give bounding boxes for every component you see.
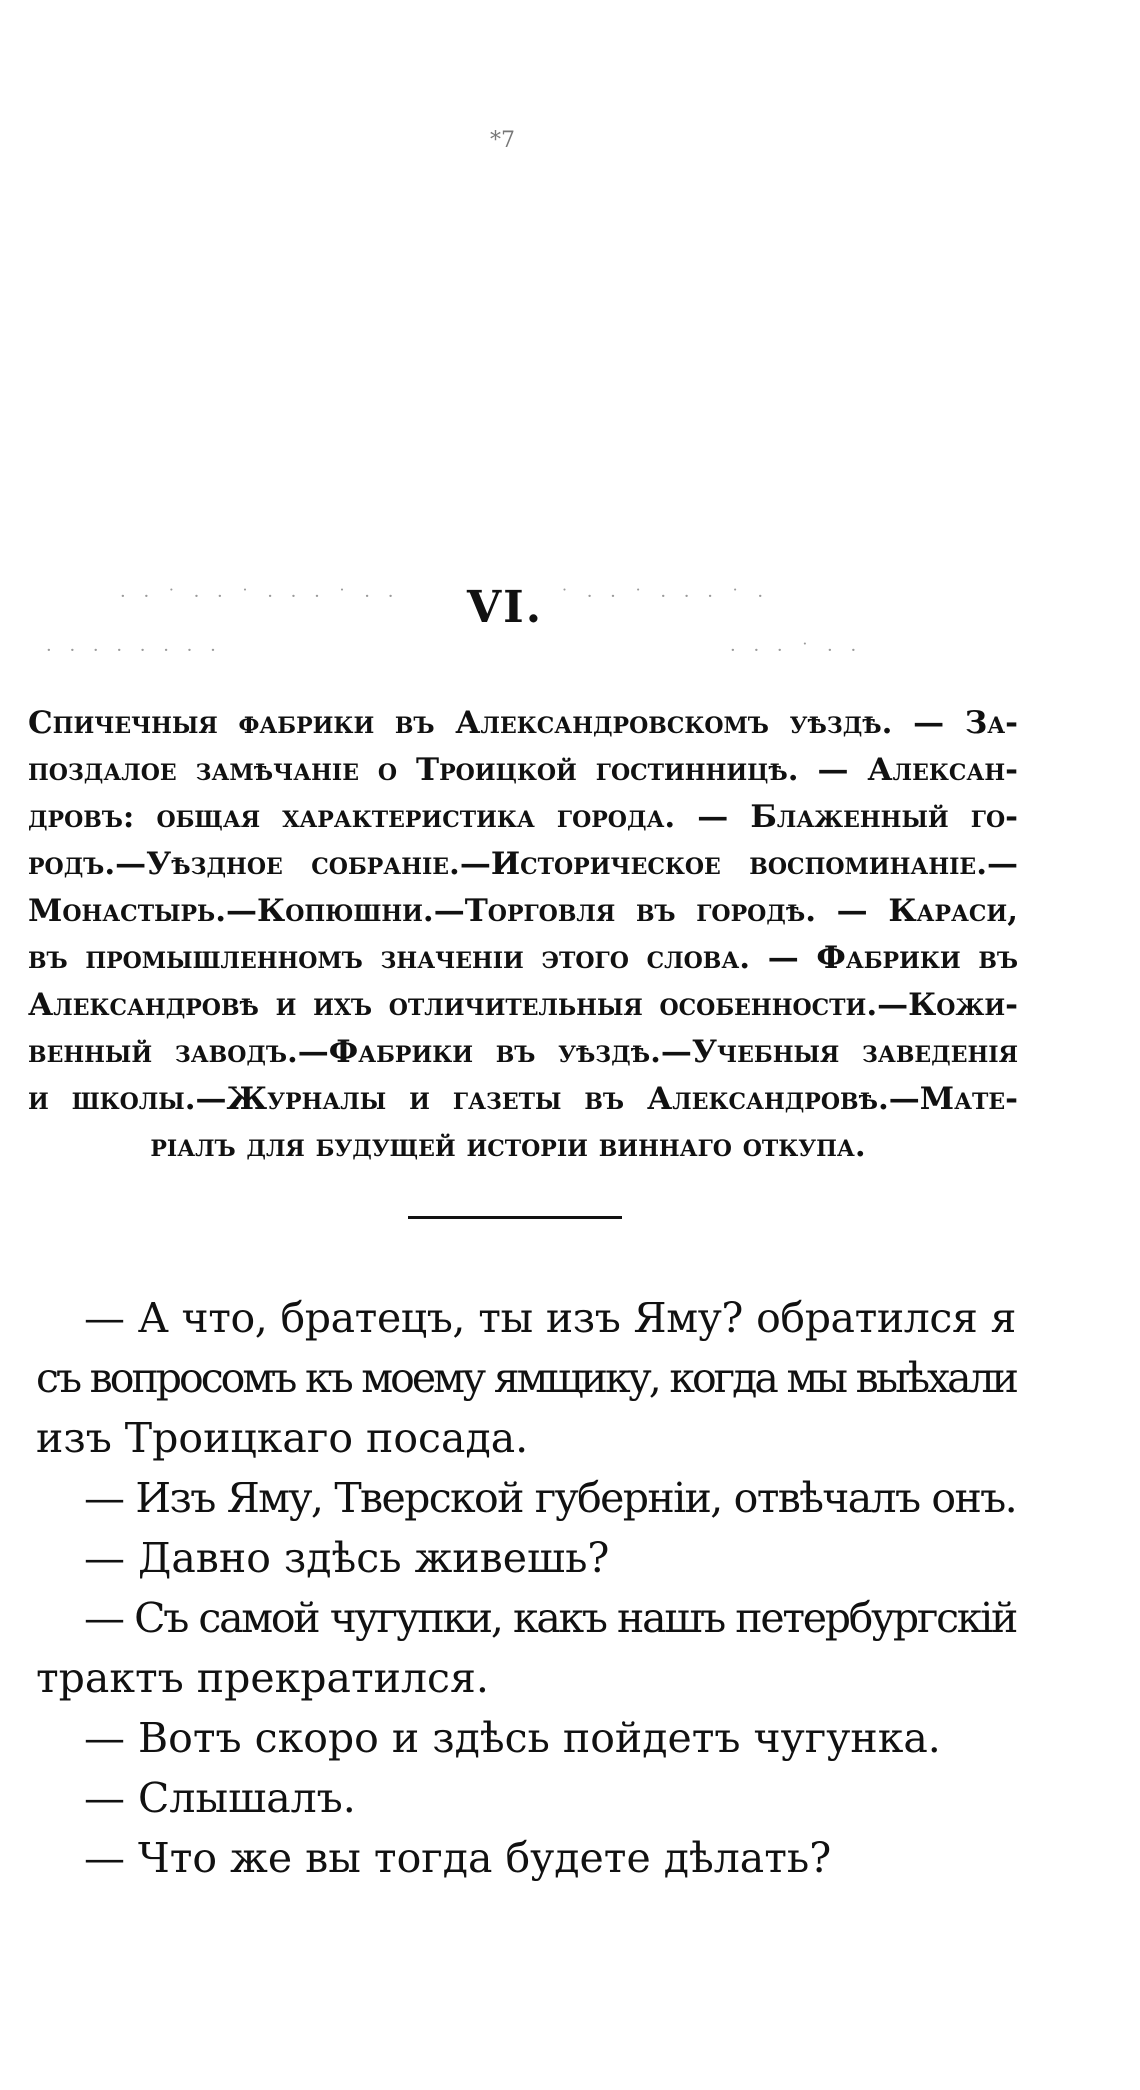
chapter-summary [28, 700, 1018, 1170]
summary-line: Монастырь.—Копюшни.—Торговля въ городѣ. — Караси, [28, 893, 1018, 929]
section-divider [408, 1216, 622, 1219]
bleed-through-noise: · · · ˙ · · [730, 640, 863, 661]
bleed-through-noise: ˙ · · ˙ · · · ˙ · [560, 586, 770, 607]
text-line: — Давно здѣсь живешь? [84, 1534, 610, 1582]
text-line: — Изъ Яму, Тверской губерніи, отвѣчалъ онъ. [84, 1474, 1016, 1522]
summary-line: ріалъ для будущей исторіи виннаго откупа. [150, 1128, 866, 1164]
summary-line: дровъ: общая характеристика города. — Блаженный го- [28, 799, 1018, 835]
chapter-number: VI. [466, 582, 544, 633]
text-line: — А что, братецъ, ты изъ Яму? обратился я [84, 1294, 1016, 1342]
summary-line: въ промышленномъ значеніи этого слова. — Фабрики въ [28, 940, 1018, 976]
bleed-through-noise: · · · · · · · · [46, 640, 222, 661]
text-line: — Что же вы тогда будете дѣлать? [84, 1834, 832, 1882]
summary-line: венный заводъ.—Фабрики въ уѣздѣ.—Учебныя заведенія [28, 1034, 1018, 1070]
summary-line: поздалое замѣчаніе о Троицкой гостинницѣ. — Алексан- [28, 752, 1018, 788]
text-line: изъ Троицкаго посада. [36, 1414, 529, 1462]
summary-line: Александровѣ и ихъ отличительныя особенности.—Кожи- [28, 987, 1018, 1023]
bleed-through-noise: · · ˙ · · ˙ · · · ˙ · · [120, 586, 400, 607]
summary-line: Спичечныя фабрики въ Александровскомъ уѣздѣ. — За- [28, 705, 1018, 741]
text-line: съ вопросомъ къ моему ямщику, когда мы выѣхали [36, 1354, 1016, 1402]
text-line: — Вотъ скоро и здѣсь пойдетъ чугунка. [84, 1714, 941, 1762]
text-line: — Съ самой чугупки, какъ нашъ петербургскій [84, 1594, 1016, 1642]
summary-line: и школы.—Журналы и газеты въ Александровѣ.—Мате- [28, 1081, 1018, 1117]
text-line: — Слышалъ. [84, 1774, 356, 1822]
dialogue-text [36, 1288, 1016, 1888]
page-mark: *7 [490, 128, 515, 153]
summary-line: родъ.—Уѣздное собраніе.—Историческое воспоминаніе.— [28, 846, 1018, 882]
text-line: трактъ прекратился. [36, 1654, 489, 1702]
